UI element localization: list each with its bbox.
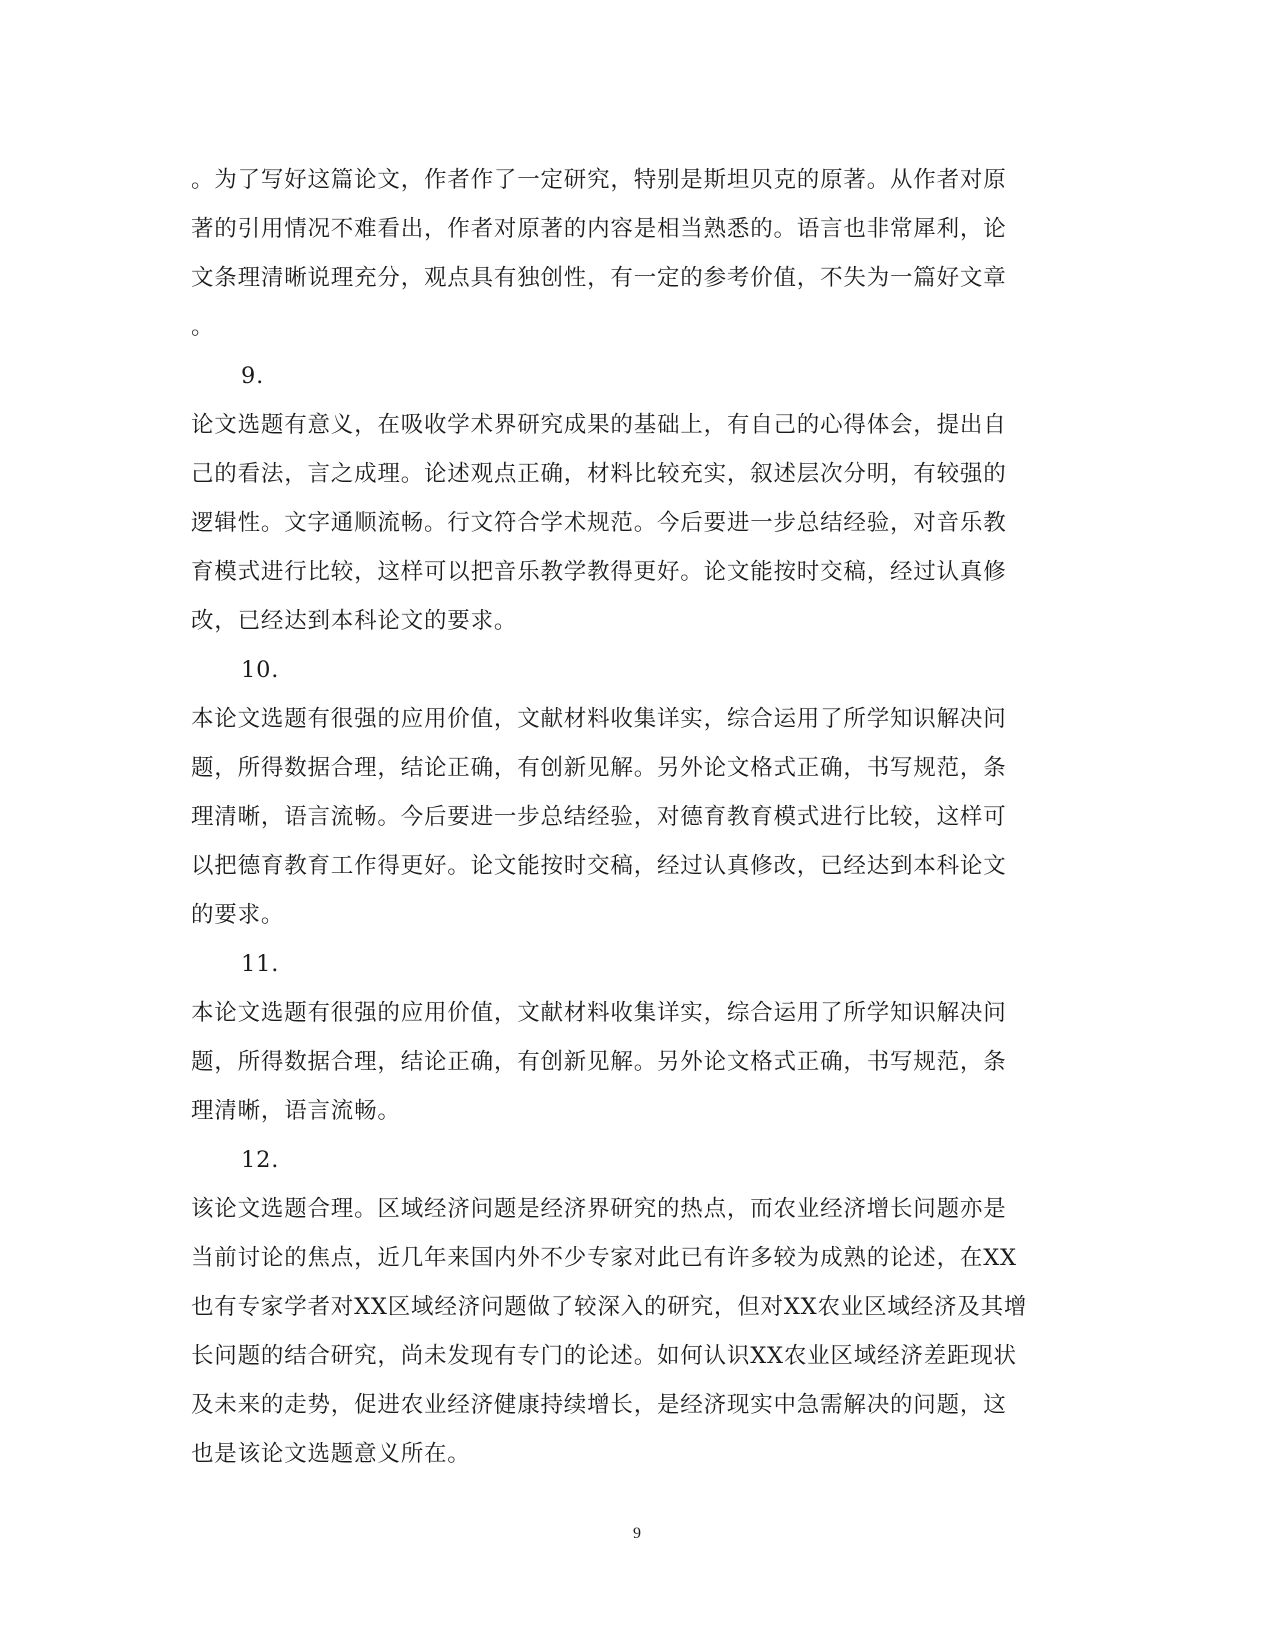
text-line: 及未来的走势，促进农业经济健康持续增长，是经济现实中急需解决的问题，这 (191, 1392, 1007, 1418)
item-number: 12. (241, 1147, 280, 1173)
text-line: 己的看法，言之成理。论述观点正确，材料比较充实，叙述层次分明，有较强的 (191, 461, 1007, 487)
text-line: 题，所得数据合理，结论正确，有创新见解。另外论文格式正确，书写规范，条 (191, 1049, 1007, 1075)
text-line: 理清晰，语言流畅。 (191, 1098, 401, 1124)
text-line: 逻辑性。文字通顺流畅。行文符合学术规范。今后要进一步总结经验，对音乐教 (191, 510, 1007, 536)
text-line: 论文选题有意义，在吸收学术界研究成果的基础上，有自己的心得体会，提出自 (191, 412, 1007, 438)
text-line: 。为了写好这篇论文，作者作了一定研究，特别是斯坦贝克的原著。从作者对原 (191, 167, 1007, 193)
text-line: 文条理清晰说理充分，观点具有独创性，有一定的参考价值，不失为一篇好文章 (191, 265, 1007, 291)
page-number: 9 (633, 1525, 641, 1542)
text-line: 题，所得数据合理，结论正确，有创新见解。另外论文格式正确，书写规范，条 (191, 755, 1007, 781)
text-line: 。 (191, 314, 215, 340)
text-line: 也是该论文选题意义所在。 (191, 1441, 471, 1467)
item-number: 11. (241, 951, 280, 977)
text-line: 的要求。 (191, 902, 285, 928)
text-line: 著的引用情况不难看出，作者对原著的内容是相当熟悉的。语言也非常犀利，论 (191, 216, 1007, 242)
item-number: 9. (241, 363, 265, 389)
text-line: 本论文选题有很强的应用价值，文献材料收集详实，综合运用了所学知识解决问 (191, 706, 1007, 732)
text-line: 当前讨论的焦点，近几年来国内外不少专家对此已有许多较为成熟的论述，在XX (191, 1245, 1017, 1271)
text-line: 改，已经达到本科论文的要求。 (191, 608, 518, 634)
body-text (191, 156, 1071, 1479)
text-line: 以把德育教育工作得更好。论文能按时交稿，经过认真修改，已经达到本科论文 (191, 853, 1007, 879)
text-line: 也有专家学者对XX区域经济问题做了较深入的研究，但对XX农业区域经济及其增 (191, 1294, 1028, 1320)
text-line: 育模式进行比较，这样可以把音乐教学教得更好。论文能按时交稿，经过认真修 (191, 559, 1007, 585)
item-number: 10. (241, 657, 280, 683)
text-line: 该论文选题合理。区域经济问题是经济界研究的热点，而农业经济增长问题亦是 (191, 1196, 1007, 1222)
text-line: 本论文选题有很强的应用价值，文献材料收集详实，综合运用了所学知识解决问 (191, 1000, 1007, 1026)
text-line: 长问题的结合研究，尚未发现有专门的论述。如何认识XX农业区域经济差距现状 (191, 1343, 1017, 1369)
text-line: 理清晰，语言流畅。今后要进一步总结经验，对德育教育模式进行比较，这样可 (191, 804, 1007, 830)
